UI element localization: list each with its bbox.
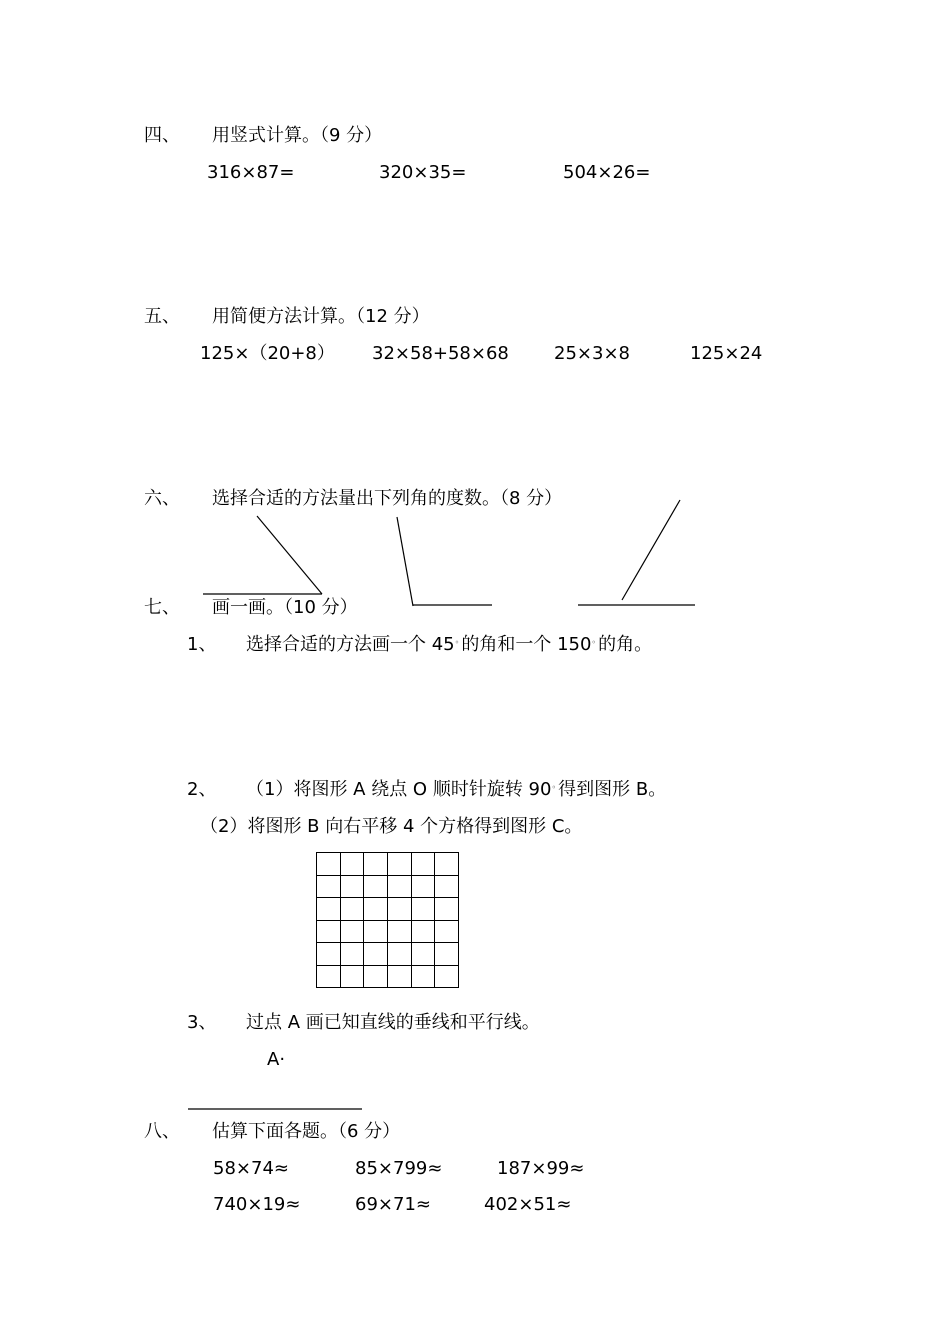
problem-8-1: 58×74≈ [213, 1158, 289, 1179]
q7-2-number: 2、 [187, 779, 217, 800]
problem-8-3: 187×99≈ [497, 1158, 585, 1179]
section-8-title: 估算下面各题。（6 分） [212, 1121, 401, 1142]
section-5-number: 五、 [144, 306, 180, 327]
q7-1-number: 1、 [187, 634, 217, 655]
square-grid [316, 852, 459, 988]
section-7-number: 七、 [144, 597, 180, 618]
degree-symbol: ◦ [591, 638, 597, 647]
section-8-number: 八、 [144, 1121, 180, 1142]
angle-3-arm [622, 500, 680, 600]
section-6-title: 选择合适的方法量出下列角的度数。（8 分） [212, 488, 563, 509]
section-5-title: 用简便方法计算。（12 分） [212, 306, 430, 327]
problem-4-2: 320×35= [379, 162, 467, 183]
angle-1-arm [257, 516, 322, 594]
problem-8-5: 69×71≈ [355, 1194, 431, 1215]
q7-1-text: 选择合适的方法画一个 45◦ 的角和一个 150◦ 的角。 [246, 634, 653, 655]
point-a-label: A· [267, 1049, 286, 1070]
degree-symbol: ◦ [551, 783, 557, 792]
section-7-title: 画一画。（10 分） [212, 597, 358, 618]
problem-5-4: 125×24 [690, 343, 763, 364]
q7-2-line2: （2）将图形 B 向右平移 4 个方格得到图形 C。 [200, 816, 583, 837]
q7-3-number: 3、 [187, 1012, 217, 1033]
problem-4-1: 316×87= [207, 162, 295, 183]
section-6-number: 六、 [144, 488, 180, 509]
problem-8-4: 740×19≈ [213, 1194, 301, 1215]
problem-8-2: 85×799≈ [355, 1158, 443, 1179]
angle-2-arm [397, 517, 413, 606]
q7-3-text: 过点 A 画已知直线的垂线和平行线。 [246, 1012, 540, 1033]
problem-5-1: 125×（20+8） [200, 343, 335, 364]
problem-5-2: 32×58+58×68 [372, 343, 509, 364]
degree-symbol: ◦ [454, 638, 460, 647]
q7-2-line1: （1）将图形 A 绕点 O 顺时针旋转 90◦ 得到图形 B。 [246, 779, 667, 800]
section-4-number: 四、 [144, 125, 180, 146]
problem-8-6: 402×51≈ [484, 1194, 572, 1215]
section-4-title: 用竖式计算。（9 分） [212, 125, 383, 146]
problem-5-3: 25×3×8 [554, 343, 630, 364]
problem-4-3: 504×26= [563, 162, 651, 183]
